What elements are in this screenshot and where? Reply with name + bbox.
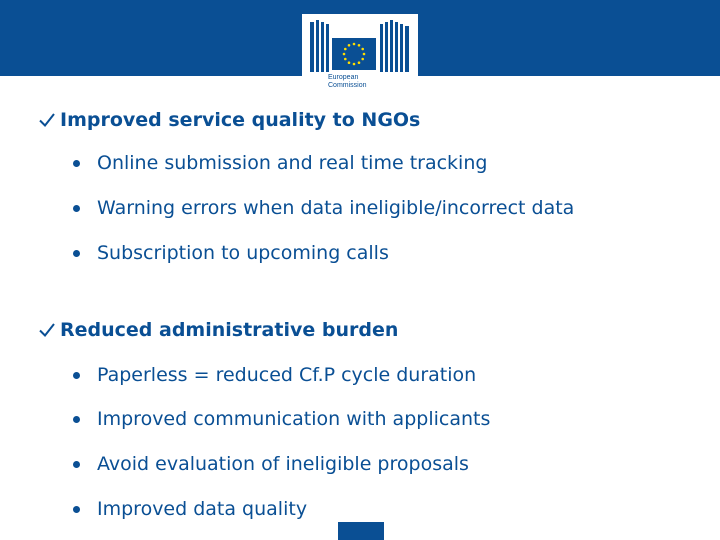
footer-accent-bar — [338, 522, 384, 540]
checkmark-icon — [38, 321, 56, 339]
list-item-text: Online submission and real time tracking — [97, 152, 488, 174]
checkmark-icon — [38, 111, 56, 129]
section-heading-text: Improved service quality to NGOs — [60, 109, 421, 131]
bullet-icon — [73, 205, 80, 212]
bullet-icon — [73, 250, 80, 257]
list-item-text: Paperless = reduced Cf.P cycle duration — [97, 364, 477, 386]
list-item-text: Improved communication with applicants — [97, 408, 491, 430]
list-item — [70, 240, 389, 266]
bullet-icon — [73, 461, 80, 468]
bullet-icon — [73, 416, 80, 423]
section-heading-service-quality — [38, 106, 420, 134]
bullet-icon — [73, 160, 80, 167]
list-item — [70, 195, 574, 221]
list-item-text: Warning errors when data ineligible/incorrect data — [97, 197, 575, 219]
european-commission-logo — [302, 14, 418, 100]
list-item — [70, 362, 476, 388]
commission-building-icon — [302, 14, 418, 76]
list-item-text: Avoid evaluation of ineligible proposals — [97, 453, 469, 475]
list-item — [70, 406, 490, 432]
bullet-icon — [73, 372, 80, 379]
list-item — [70, 451, 469, 477]
section-heading-text: Reduced administrative burden — [60, 319, 399, 341]
list-item-text: Subscription to upcoming calls — [97, 242, 389, 264]
bullet-icon — [73, 506, 80, 513]
list-item-text: Improved data quality — [97, 498, 308, 520]
list-item — [70, 496, 307, 522]
logo-caption-line2: Commission — [328, 82, 367, 89]
logo-caption-line1: European — [328, 74, 359, 81]
logo-caption — [328, 74, 388, 90]
section-heading-admin-burden — [38, 316, 398, 344]
list-item — [70, 150, 487, 176]
